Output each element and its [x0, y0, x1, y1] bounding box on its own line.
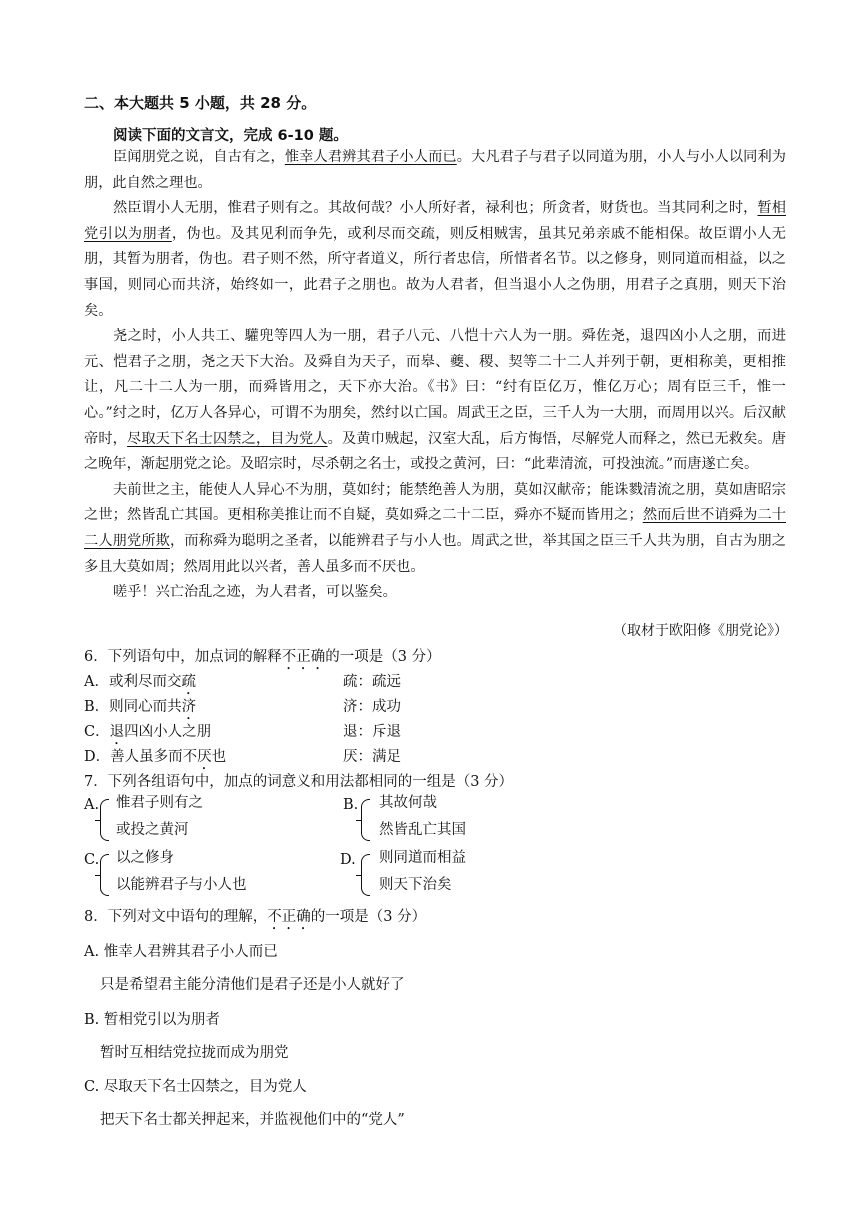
- passage-paragraph-2: 然臣谓小人无朋，惟君子则有之。其故何哉？小人所好者，禄利也；所贪者，财货也。当其同利之时，暂相党引以为朋者，伪也。及其见利而争先，或利尽而交疏，则反相贼害，虽其兄弟亲戚不能相保。故臣谓小人无朋，其暂为朋者，伪也。君子则不然，所守者道义，所行者忠信，所惜者名节。以之修身，则同道而相益，以之事国，则同心而共济，始终如一，此君子之朋也。故为人君者，但当退小人之伪朋，用君子之真朋，则天下治矣。: [84, 200, 786, 319]
- q6-option-a: A．或利尽而交疏: [84, 674, 196, 690]
- underlined-sentence-2: 暂相党引以为朋者: [84, 200, 786, 242]
- q7-option-b-brace: [361, 799, 370, 841]
- q7-option-d-line2: 则天下治矣: [379, 877, 452, 893]
- passage-paragraph-5: 嗟乎！兴亡治乱之迹，为人君者，可以鉴矣。: [113, 584, 397, 601]
- q7-option-a-line1: 惟君子则有之: [116, 795, 203, 811]
- passage-source: （取材于欧阳修《朋党论》）: [613, 623, 788, 639]
- underlined-sentence-1: 惟幸人君辨其君子小人而已: [284, 149, 457, 165]
- q7-option-d-brace: [361, 854, 370, 896]
- q7-option-c-brace: [100, 854, 109, 896]
- q8-option-a-interpretation: 只是希望君主能分清他们是君子还是小人就好了: [100, 977, 405, 993]
- q7-option-a-pair: [116, 790, 203, 844]
- q7-option-b-line2: 然皆乱亡其国: [379, 822, 466, 838]
- q6-option-c: C．退四凶小人之朋: [84, 724, 212, 740]
- q7-option-a-line2: 或投之黄河: [116, 822, 189, 838]
- q7-option-c-pair: [116, 845, 247, 899]
- passage-paragraph-4: 夫前世之主，能使人人异心不为朋，莫如纣；能禁绝善人为朋，莫如汉献帝；能诛戮清流之朋，莫如唐昭宗之世；然皆乱亡其国。更相称美推让而不自疑，莫如舜之二十二臣，舜亦不疑而皆用之；然而后世不诮舜为二十二人朋党所欺，而称舜为聪明之圣者，以能辨君子与小人也。周武之世，举其国之臣三千人共为朋，自古为朋之多且大莫如周；然周用此以兴者，善人虽多而不厌也。: [84, 481, 786, 575]
- passage-paragraph-3: 尧之时，小人共工、驩兜等四人为一朋，君子八元、八恺十六人为一朋。舜佐尧，退四凶小人之朋，而进元、恺君子之朋，尧之天下大治。及舜自为天子，而皋、夔、稷、契等二十二人并列于朝，更相称美，更相推让，凡二十二人为一朋，而舜皆用之，天下亦大治。《书》曰：“纣有臣亿万，惟亿万心；周有臣三千，惟一心。”纣之时，亿万人各异心，可谓不为朋矣，然纣以亡国。周武王之臣，三千人为一大朋，而周用以兴。后汉献帝时，尽取天下名士囚禁之，目为党人。及黄巾贼起，汉室大乱，后方悔悟，尽解党人而释之，然已无救矣。唐之晚年，渐起朋党之论。及昭宗时，尽杀朝之名士，或投之黄河，曰：“此辈清流，可投浊流。”而唐遂亡矣。: [84, 328, 786, 473]
- q7-option-c-key: C.: [84, 852, 100, 868]
- q8-option-b-interpretation: 暂时互相结党拉拢而成为朋党: [100, 1045, 289, 1061]
- q8-option-c-sentence: C. 尽取天下名士囚禁之，目为党人: [84, 1079, 307, 1095]
- underlined-sentence-3: 尽取天下名士囚禁之，目为党人: [127, 430, 328, 447]
- q6-option-b: B．则同心而共济: [84, 699, 197, 715]
- q7-option-a-key: A.: [84, 797, 100, 813]
- passage-paragraph-1: 臣闻朋党之说，自古有之，惟幸人君辨其君子小人而已。大凡君子与君子以同道为朋，小人与小人以同利为朋，此自然之理也。: [84, 149, 786, 191]
- q7-option-a-brace: [100, 799, 109, 841]
- q7-title: 7．下列各组语句中，加点的词意义和用法都相同的一组是（3 分）: [84, 774, 514, 790]
- q7-option-c-line2: 以能辨君子与小人也: [116, 877, 247, 893]
- q6-option-c-gloss: 退：斥退: [343, 724, 401, 740]
- q7-option-c-line1: 以之修身: [116, 850, 174, 866]
- q7-option-d-pair: [379, 845, 466, 899]
- q8-title: 8．下列对文中语句的理解，不正确的一项是（3 分）: [84, 909, 427, 925]
- q8-option-b-sentence: B. 暂相党引以为朋者: [84, 1012, 220, 1028]
- reading-instruction: 阅读下面的文言文，完成 6-10 题。: [113, 128, 348, 144]
- classical-passage: [84, 145, 786, 606]
- q7-option-b-pair: [379, 790, 466, 844]
- q8-option-c-interpretation: 把天下名士都关押起来，并监视他们中的“党人”: [100, 1112, 405, 1128]
- q6-option-b-gloss: 济：成功: [343, 699, 401, 715]
- q6-option-d-gloss: 厌：满足: [343, 749, 401, 765]
- section-heading: 二、本大题共 5 小题，共 28 分。: [84, 94, 317, 112]
- underlined-sentence-4: 然而后世不诮舜为二十二人朋党所欺: [84, 507, 786, 549]
- q8-option-a-sentence: A. 惟幸人君辨其君子小人而已: [84, 944, 278, 960]
- q7-option-d-line1: 则同道而相益: [379, 850, 466, 866]
- q6-option-d: D．善人虽多而不厌也: [84, 749, 227, 765]
- q6-title: 6．下列语句中，加点词的解释不正确的一项是（3 分）: [84, 649, 441, 665]
- q7-option-b-line1: 其故何哉: [379, 795, 437, 811]
- q6-option-a-gloss: 疏：疏远: [343, 674, 401, 690]
- q7-option-d-key: D.: [340, 852, 356, 868]
- q7-option-b-key: B.: [343, 797, 359, 813]
